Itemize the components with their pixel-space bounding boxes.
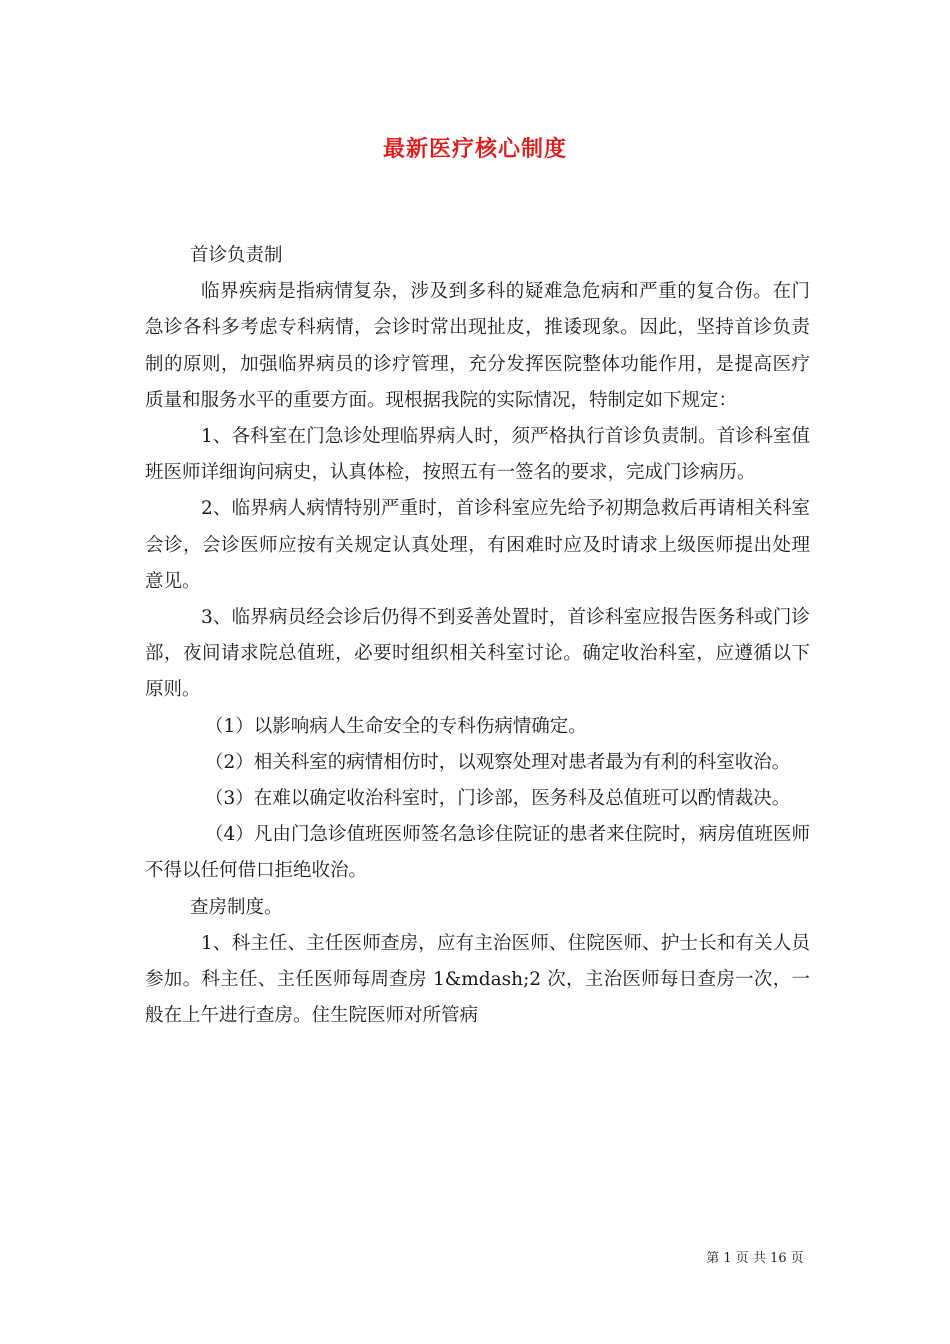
paragraph-ward-rounds-1: 1、科主任、主任医师查房，应有主治医师、住院医师、护士长和有关人员参加。科主任、主任医师每周查房 1&mdash;2 次，主治医师每日查房一次，一般在上午进行查房。住生院医师对所管病 <box>145 932 810 1027</box>
paragraph-principle-3: （3）在难以确定收治科室时，门诊部，医务科及总值班可以酌情裁决。 <box>205 788 791 810</box>
document-title: 最新医疗核心制度 <box>382 136 567 162</box>
paragraph-rule-2: 2、临界病人病情特别严重时，首诊科室应先给予初期急救后再请相关科室会诊，会诊医师应按有关规定认真处理，有困难时应及时请求上级医师提出处理意见。 <box>145 498 810 592</box>
section-heading-first-visit: 首诊负责制 <box>190 245 283 266</box>
document-body <box>145 238 810 1034</box>
paragraph-rule-3: 3、临界病员经会诊后仍得不到妥善处置时，首诊科室应报告医务科或门诊部，夜间请求院总值班，必要时组织相关科室讨论。确定收治科室，应遵循以下原则。 <box>145 607 810 701</box>
paragraph-rule-1: 1、各科室在门急诊处理临界病人时，须严格执行首诊负责制。首诊科室值班医师详细询问病史，认真体检，按照五有一签名的要求，完成门诊病历。 <box>145 426 810 484</box>
page-footer <box>0 1247 950 1266</box>
section-heading-ward-rounds: 查房制度。 <box>190 896 283 918</box>
paragraph-principle-2: （2）相关科室的病情相仿时，以观察处理对患者最为有利的科室收治。 <box>205 751 791 773</box>
paragraph-principle-4: （4）凡由门急诊值班医师签名急诊住院证的患者来住院时，病房值班医师不得以任何借口拒绝收治。 <box>145 824 810 882</box>
page-number: 第 1 页 共 16 页 <box>706 1251 804 1266</box>
paragraph-intro: 临界疾病是指病情复杂，涉及到多科的疑难急危病和严重的复合伤。在门急诊各科多考虑专科病情，会诊时常出现扯皮，推诿现象。因此，坚持首诊负责制的原则，加强临界病员的诊疗管理，充分发挥医院整体功能作用，是提高医疗质量和服务水平的重要方面。现根据我院的实际情况，特制定如下规定： <box>145 281 810 411</box>
paragraph-principle-1: （1）以影响病人生命安全的专科伤病情确定。 <box>205 715 587 737</box>
